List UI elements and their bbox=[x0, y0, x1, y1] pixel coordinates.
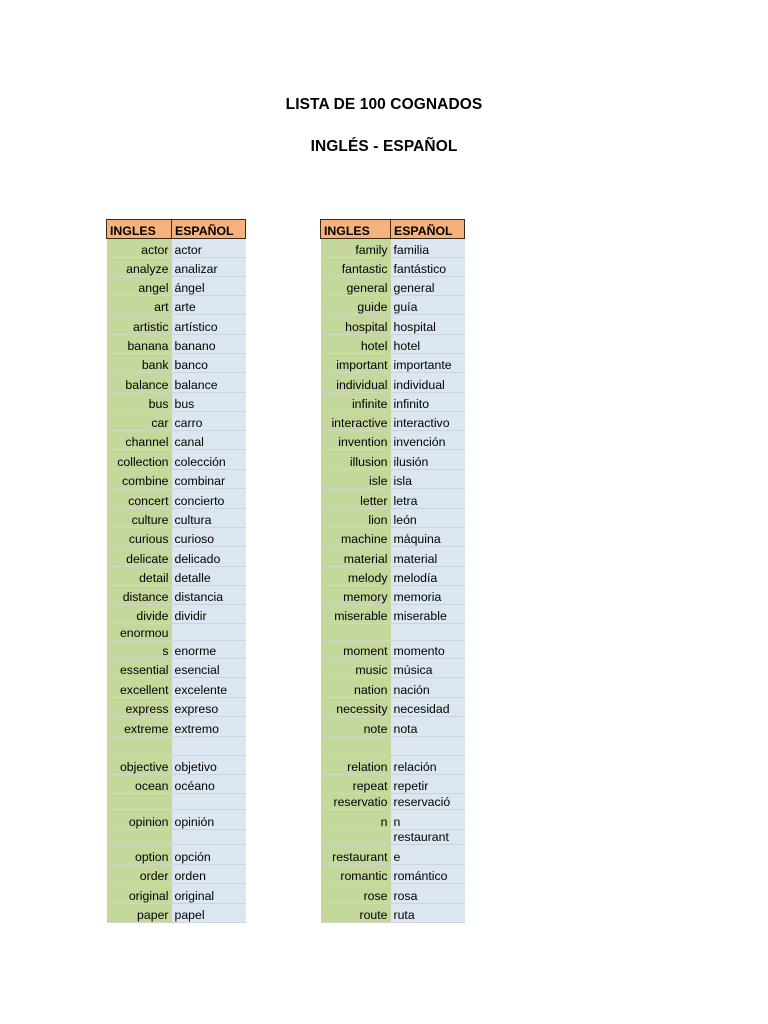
table-row bbox=[321, 884, 465, 904]
table-row bbox=[107, 737, 246, 756]
english-word-cell: memory bbox=[321, 586, 391, 605]
spanish-word-cell: momento bbox=[391, 641, 465, 659]
table-row bbox=[107, 354, 246, 373]
spanish-word-cell: balance bbox=[172, 373, 246, 393]
spanish-word-cell: banco bbox=[172, 354, 246, 373]
table-row bbox=[321, 528, 465, 547]
english-word-cell: enormou bbox=[107, 624, 172, 641]
spanish-word-cell: delicado bbox=[172, 547, 246, 567]
english-word-cell: ocean bbox=[107, 775, 172, 794]
english-word-cell bbox=[107, 737, 172, 756]
column-header-espanol: ESPAÑOL bbox=[172, 220, 246, 239]
spanish-word-cell: canal bbox=[172, 431, 246, 450]
english-word-cell: relation bbox=[321, 756, 391, 775]
spanish-word-cell: material bbox=[391, 547, 465, 567]
table-row bbox=[321, 641, 465, 659]
spanish-word-cell: máquina bbox=[391, 528, 465, 547]
table-row bbox=[321, 296, 465, 315]
column-header-ingles: INGLES bbox=[107, 220, 172, 239]
table-row bbox=[107, 605, 246, 624]
english-word-cell: curious bbox=[107, 528, 172, 547]
spanish-word-cell: ilusión bbox=[391, 450, 465, 470]
spanish-word-cell: hospital bbox=[391, 315, 465, 335]
table-row bbox=[107, 717, 246, 737]
english-word-cell: extreme bbox=[107, 717, 172, 737]
spanish-word-cell: detalle bbox=[172, 567, 246, 586]
column-header-ingles: INGLES bbox=[321, 220, 391, 239]
spanish-word-cell: banano bbox=[172, 335, 246, 354]
spanish-word-cell: n bbox=[391, 810, 465, 830]
table-row bbox=[321, 412, 465, 431]
english-word-cell: restaurant bbox=[321, 845, 391, 865]
spanish-word-cell: e bbox=[391, 845, 465, 865]
english-word-cell bbox=[107, 830, 172, 845]
english-word-cell: culture bbox=[107, 509, 172, 528]
table-row bbox=[321, 315, 465, 335]
table-row bbox=[107, 775, 246, 794]
english-word-cell: objective bbox=[107, 756, 172, 775]
spanish-word-cell: familia bbox=[391, 239, 465, 258]
spanish-word-cell: ángel bbox=[172, 277, 246, 296]
english-word-cell: infinite bbox=[321, 393, 391, 412]
table-row bbox=[321, 698, 465, 717]
spanish-word-cell: reservació bbox=[391, 794, 465, 810]
page-title: LISTA DE 100 COGNADOS bbox=[285, 96, 483, 113]
spanish-word-cell: papel bbox=[172, 904, 246, 923]
table-row bbox=[321, 373, 465, 393]
table-row bbox=[107, 239, 246, 258]
spanish-word-cell: rosa bbox=[391, 884, 465, 904]
spanish-word-cell: melodía bbox=[391, 567, 465, 586]
table-row bbox=[107, 845, 246, 865]
table-row bbox=[321, 586, 465, 605]
spanish-word-cell: dividir bbox=[172, 605, 246, 624]
spanish-word-cell bbox=[391, 624, 465, 641]
spanish-word-cell: excelente bbox=[172, 678, 246, 698]
english-word-cell: concert bbox=[107, 489, 172, 509]
english-word-cell bbox=[321, 737, 391, 756]
english-word-cell: music bbox=[321, 659, 391, 678]
english-word-cell: combine bbox=[107, 470, 172, 489]
english-word-cell: individual bbox=[321, 373, 391, 393]
table-row bbox=[321, 624, 465, 641]
spanish-word-cell: colección bbox=[172, 450, 246, 470]
spanish-word-cell bbox=[172, 830, 246, 845]
spanish-word-cell: ruta bbox=[391, 904, 465, 923]
english-word-cell: hospital bbox=[321, 315, 391, 335]
english-word-cell: original bbox=[107, 884, 172, 904]
spanish-word-cell: expreso bbox=[172, 698, 246, 717]
spanish-word-cell: general bbox=[391, 277, 465, 296]
table-row bbox=[107, 412, 246, 431]
english-word-cell: bank bbox=[107, 354, 172, 373]
english-word-cell: angel bbox=[107, 277, 172, 296]
table-row bbox=[321, 830, 465, 845]
english-word-cell: opinion bbox=[107, 810, 172, 830]
table-row bbox=[321, 509, 465, 528]
english-word-cell: material bbox=[321, 547, 391, 567]
spanish-word-cell: arte bbox=[172, 296, 246, 315]
spanish-word-cell: individual bbox=[391, 373, 465, 393]
table-row bbox=[107, 335, 246, 354]
english-word-cell: s bbox=[107, 641, 172, 659]
table-row bbox=[107, 277, 246, 296]
english-word-cell: lion bbox=[321, 509, 391, 528]
table-row bbox=[107, 830, 246, 845]
table-row bbox=[107, 904, 246, 923]
table-row bbox=[107, 641, 246, 659]
english-word-cell: romantic bbox=[321, 865, 391, 884]
english-word-cell: order bbox=[107, 865, 172, 884]
table-row bbox=[107, 431, 246, 450]
table-row bbox=[107, 489, 246, 509]
table-row bbox=[321, 756, 465, 775]
table-row bbox=[107, 794, 246, 810]
table-row bbox=[107, 509, 246, 528]
table-row bbox=[107, 296, 246, 315]
table-row bbox=[107, 373, 246, 393]
table-row bbox=[107, 756, 246, 775]
spanish-word-cell: hotel bbox=[391, 335, 465, 354]
english-word-cell: interactive bbox=[321, 412, 391, 431]
english-word-cell: distance bbox=[107, 586, 172, 605]
spanish-word-cell: miserable bbox=[391, 605, 465, 624]
spanish-word-cell: león bbox=[391, 509, 465, 528]
english-word-cell: family bbox=[321, 239, 391, 258]
english-word-cell: channel bbox=[107, 431, 172, 450]
english-word-cell: essential bbox=[107, 659, 172, 678]
english-word-cell: n bbox=[321, 810, 391, 830]
english-word-cell: hotel bbox=[321, 335, 391, 354]
table-row bbox=[321, 470, 465, 489]
english-word-cell: collection bbox=[107, 450, 172, 470]
spanish-word-cell: orden bbox=[172, 865, 246, 884]
table-row bbox=[321, 794, 465, 810]
english-word-cell: guide bbox=[321, 296, 391, 315]
spanish-word-cell: guía bbox=[391, 296, 465, 315]
spanish-word-cell: nación bbox=[391, 678, 465, 698]
english-word-cell: repeat bbox=[321, 775, 391, 794]
cognates-table-right bbox=[320, 219, 465, 923]
english-word-cell: important bbox=[321, 354, 391, 373]
table-row bbox=[107, 884, 246, 904]
english-word-cell: letter bbox=[321, 489, 391, 509]
spanish-word-cell: distancia bbox=[172, 586, 246, 605]
spanish-word-cell: esencial bbox=[172, 659, 246, 678]
english-word-cell: fantastic bbox=[321, 258, 391, 277]
english-word-cell: nation bbox=[321, 678, 391, 698]
table-row bbox=[107, 547, 246, 567]
english-word-cell: detail bbox=[107, 567, 172, 586]
english-word-cell bbox=[321, 624, 391, 641]
english-word-cell: melody bbox=[321, 567, 391, 586]
table-row bbox=[107, 567, 246, 586]
spanish-word-cell: restaurant bbox=[391, 830, 465, 845]
english-word-cell: moment bbox=[321, 641, 391, 659]
english-word-cell: car bbox=[107, 412, 172, 431]
table-row bbox=[321, 335, 465, 354]
table-row bbox=[321, 775, 465, 794]
english-word-cell: paper bbox=[107, 904, 172, 923]
table-row bbox=[321, 354, 465, 373]
english-word-cell: rose bbox=[321, 884, 391, 904]
table-header-row bbox=[107, 220, 246, 239]
table-row bbox=[321, 489, 465, 509]
spanish-word-cell: océano bbox=[172, 775, 246, 794]
english-word-cell: invention bbox=[321, 431, 391, 450]
table-row bbox=[321, 605, 465, 624]
spanish-word-cell: objetivo bbox=[172, 756, 246, 775]
table-row bbox=[107, 528, 246, 547]
english-word-cell: miserable bbox=[321, 605, 391, 624]
english-word-cell: balance bbox=[107, 373, 172, 393]
english-word-cell: actor bbox=[107, 239, 172, 258]
table-row bbox=[321, 810, 465, 830]
spanish-word-cell: infinito bbox=[391, 393, 465, 412]
english-word-cell: isle bbox=[321, 470, 391, 489]
spanish-word-cell: repetir bbox=[391, 775, 465, 794]
english-word-cell: bus bbox=[107, 393, 172, 412]
spanish-word-cell: enorme bbox=[172, 641, 246, 659]
english-word-cell: machine bbox=[321, 528, 391, 547]
spanish-word-cell: música bbox=[391, 659, 465, 678]
table-row bbox=[321, 845, 465, 865]
table-row bbox=[321, 258, 465, 277]
english-word-cell bbox=[107, 794, 172, 810]
spanish-word-cell: combinar bbox=[172, 470, 246, 489]
spanish-word-cell: concierto bbox=[172, 489, 246, 509]
table-row bbox=[321, 678, 465, 698]
table-header-row bbox=[321, 220, 465, 239]
english-word-cell: illusion bbox=[321, 450, 391, 470]
table-row bbox=[321, 393, 465, 412]
table-row bbox=[107, 624, 246, 641]
english-word-cell: banana bbox=[107, 335, 172, 354]
table-row bbox=[321, 567, 465, 586]
table-row bbox=[321, 239, 465, 258]
spanish-word-cell: original bbox=[172, 884, 246, 904]
table-row bbox=[107, 393, 246, 412]
spanish-word-cell bbox=[391, 737, 465, 756]
spanish-word-cell: carro bbox=[172, 412, 246, 431]
spanish-word-cell: isla bbox=[391, 470, 465, 489]
english-word-cell: note bbox=[321, 717, 391, 737]
english-word-cell: excellent bbox=[107, 678, 172, 698]
spanish-word-cell: letra bbox=[391, 489, 465, 509]
table-row bbox=[321, 277, 465, 296]
spanish-word-cell: bus bbox=[172, 393, 246, 412]
spanish-word-cell bbox=[172, 624, 246, 641]
spanish-word-cell: cultura bbox=[172, 509, 246, 528]
table-row bbox=[107, 865, 246, 884]
spanish-word-cell: artístico bbox=[172, 315, 246, 335]
page-subtitle: INGLÉS - ESPAÑOL bbox=[310, 138, 458, 155]
english-word-cell: delicate bbox=[107, 547, 172, 567]
table-row bbox=[321, 659, 465, 678]
spanish-word-cell: interactivo bbox=[391, 412, 465, 431]
spanish-word-cell: curioso bbox=[172, 528, 246, 547]
english-word-cell: artistic bbox=[107, 315, 172, 335]
spanish-word-cell bbox=[172, 794, 246, 810]
table-row bbox=[321, 717, 465, 737]
english-word-cell: express bbox=[107, 698, 172, 717]
english-word-cell: reservatio bbox=[321, 794, 391, 810]
spanish-word-cell: romántico bbox=[391, 865, 465, 884]
spanish-word-cell: invención bbox=[391, 431, 465, 450]
english-word-cell: analyze bbox=[107, 258, 172, 277]
spanish-word-cell: actor bbox=[172, 239, 246, 258]
spanish-word-cell: opción bbox=[172, 845, 246, 865]
english-word-cell: route bbox=[321, 904, 391, 923]
table-row bbox=[107, 810, 246, 830]
table-row bbox=[107, 586, 246, 605]
spanish-word-cell: analizar bbox=[172, 258, 246, 277]
english-word-cell bbox=[321, 830, 391, 845]
table-row bbox=[107, 315, 246, 335]
table-row bbox=[321, 865, 465, 884]
spanish-word-cell: fantástico bbox=[391, 258, 465, 277]
table-row bbox=[321, 450, 465, 470]
spanish-word-cell: relación bbox=[391, 756, 465, 775]
table-row bbox=[321, 904, 465, 923]
english-word-cell: art bbox=[107, 296, 172, 315]
spanish-word-cell: extremo bbox=[172, 717, 246, 737]
spanish-word-cell bbox=[172, 737, 246, 756]
table-row bbox=[107, 450, 246, 470]
table-row bbox=[321, 737, 465, 756]
column-header-espanol: ESPAÑOL bbox=[391, 220, 465, 239]
table-row bbox=[107, 678, 246, 698]
spanish-word-cell: opinión bbox=[172, 810, 246, 830]
spanish-word-cell: nota bbox=[391, 717, 465, 737]
table-row bbox=[107, 659, 246, 678]
table-row bbox=[107, 258, 246, 277]
cognates-table-left bbox=[106, 219, 246, 923]
spanish-word-cell: memoria bbox=[391, 586, 465, 605]
spanish-word-cell: necesidad bbox=[391, 698, 465, 717]
english-word-cell: option bbox=[107, 845, 172, 865]
table-row bbox=[321, 547, 465, 567]
english-word-cell: divide bbox=[107, 605, 172, 624]
table-row bbox=[321, 431, 465, 450]
table-row bbox=[107, 470, 246, 489]
table-row bbox=[107, 698, 246, 717]
spanish-word-cell: importante bbox=[391, 354, 465, 373]
english-word-cell: necessity bbox=[321, 698, 391, 717]
english-word-cell: general bbox=[321, 277, 391, 296]
